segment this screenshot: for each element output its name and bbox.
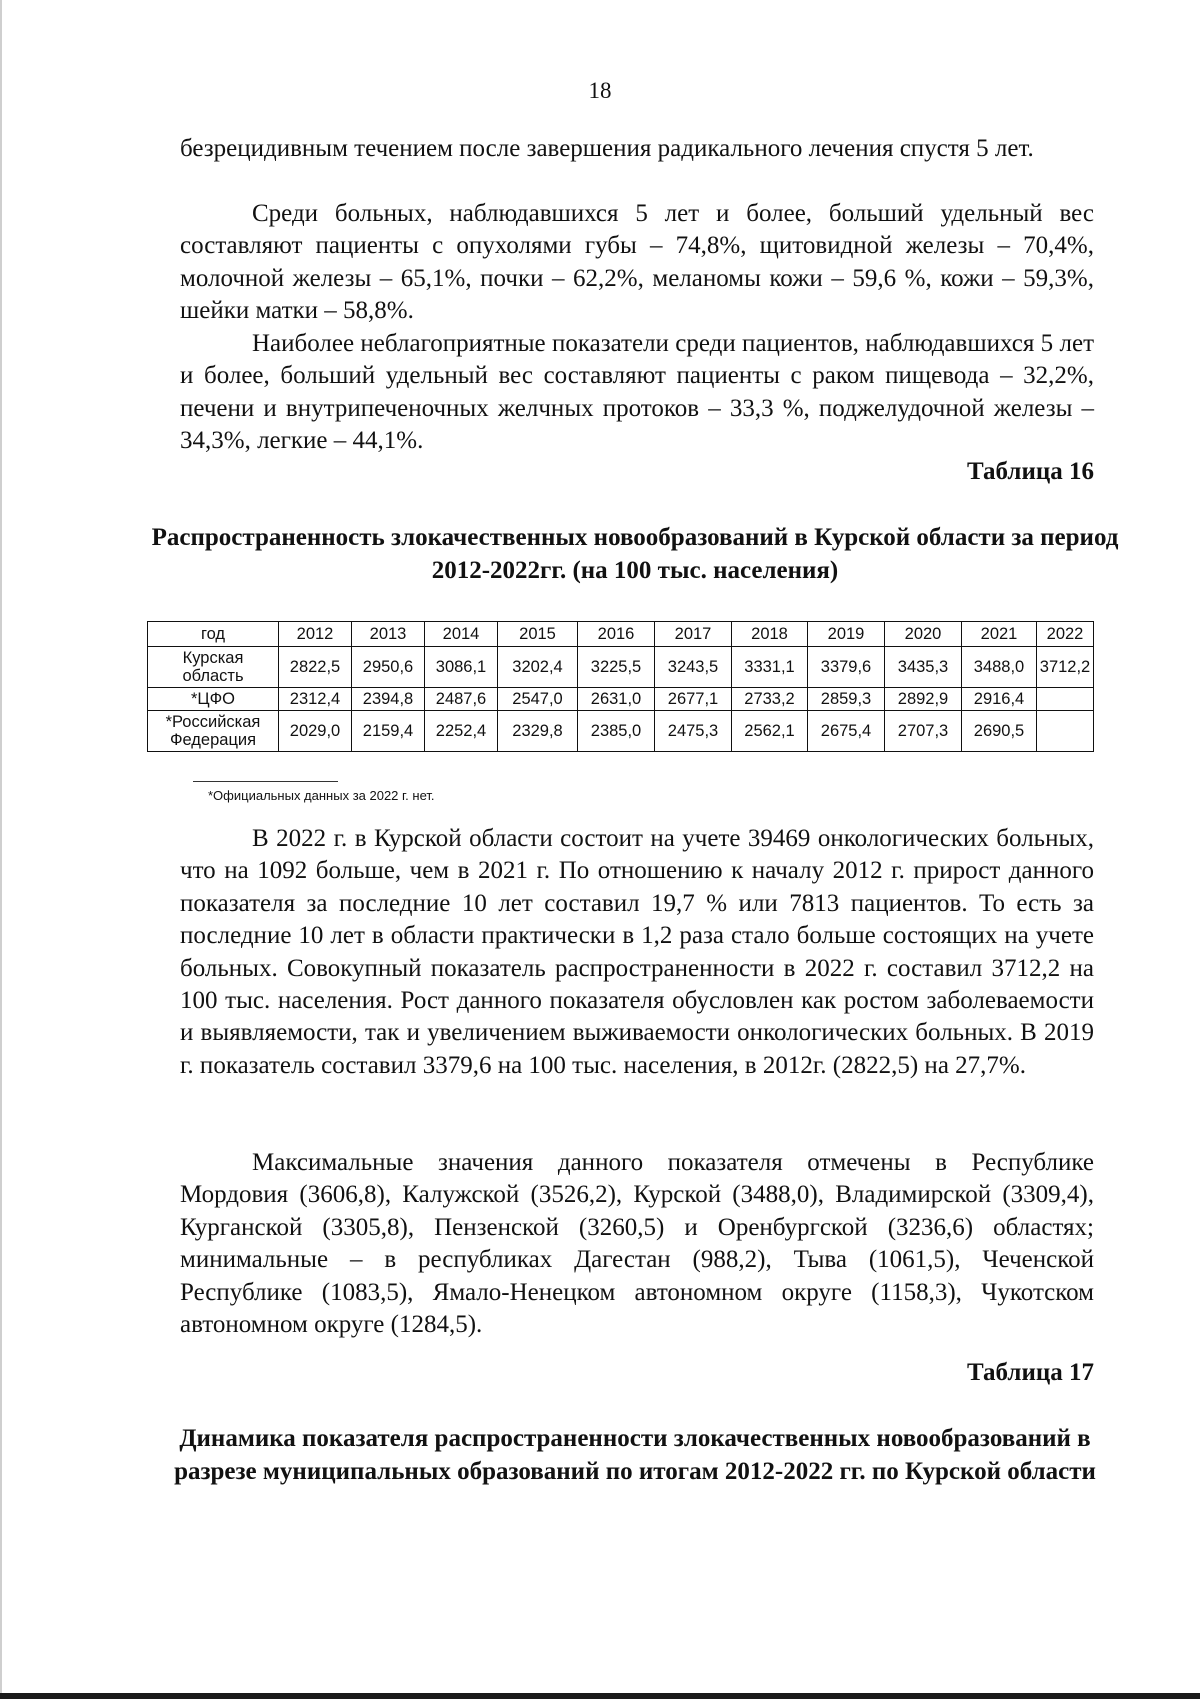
table-cell-empty — [1037, 711, 1094, 752]
header-cell-year: 2022 — [1037, 622, 1094, 647]
table-cell: 2562,1 — [732, 711, 808, 752]
header-cell-year: 2021 — [962, 622, 1037, 647]
table-cell: 2733,2 — [732, 688, 808, 711]
header-cell-year: 2012 — [279, 622, 352, 647]
table-cell: 2675,4 — [808, 711, 885, 752]
paragraph-regional-extremes: Максимальные значения данного показателя отмечены в Республике Мордовия (3606,8), Калужской (3526,2), Курской (3488,0), Владимирской (3309,4), Курганской (3305,8), Пензенской (3260,5) и Оренбургской (3236,6) областях; минимальные – в республиках Дагестан (988,2), Тыва (1061,5), Чеченской Республике (1083,5), Ямало-Ненецком автономном округе (1158,3), Чукотском автономном округе (1284,5). — [180, 1149, 1094, 1339]
table-16-title: Распространенность злокачественных новообразований в Курской области за период 2012-2022гг. (на 100 тыс. населения) — [151, 524, 1119, 584]
table-cell: 3712,2 — [1037, 647, 1094, 688]
table-row-russia — [148, 711, 1094, 752]
table-cell: 2487,6 — [425, 688, 498, 711]
header-cell-year: 2013 — [352, 622, 425, 647]
table-cell: 3488,0 — [962, 647, 1037, 688]
table-cell: 2916,4 — [962, 688, 1037, 711]
table-cell: 2475,3 — [655, 711, 732, 752]
table-cell: 3243,5 — [655, 647, 732, 688]
table-cell: 2631,0 — [578, 688, 655, 711]
table-cell: 2252,4 — [425, 711, 498, 752]
table-cell: 2690,5 — [962, 711, 1037, 752]
table-cell: 2822,5 — [279, 647, 352, 688]
table-cell-empty — [1037, 688, 1094, 711]
footnote-separator — [193, 781, 338, 782]
table-cell: 2329,8 — [498, 711, 578, 752]
table-header-row — [148, 622, 1094, 647]
table-16-label: Таблица 16 — [966, 458, 1094, 485]
table-cell: 3435,3 — [885, 647, 962, 688]
header-cell-year: 2018 — [732, 622, 808, 647]
header-cell-year: 2017 — [655, 622, 732, 647]
table-cell: 3331,1 — [732, 647, 808, 688]
table-cell: 2950,6 — [352, 647, 425, 688]
header-cell-year-label: год — [148, 622, 279, 647]
table-cell: 2892,9 — [885, 688, 962, 711]
header-cell-year: 2016 — [578, 622, 655, 647]
header-cell-year: 2019 — [808, 622, 885, 647]
table-cell: 2394,8 — [352, 688, 425, 711]
row-label: Курская область — [148, 647, 279, 688]
header-cell-year: 2020 — [885, 622, 962, 647]
header-cell-year: 2015 — [498, 622, 578, 647]
row-label: *Российская Федерация — [148, 711, 279, 752]
table-17-title: Динамика показателя распространенности злокачественных новообразований в разрезе муниципальных образований по итогам 2012-2022 гг. по Курской области — [174, 1425, 1096, 1485]
table-footnote: *Официальных данных за 2022 г. нет. — [208, 788, 435, 803]
page-number: 18 — [588, 78, 612, 103]
table-cell: 2859,3 — [808, 688, 885, 711]
table-cell: 2312,4 — [279, 688, 352, 711]
table-17-label: Таблица 17 — [966, 1359, 1094, 1386]
table-cell: 2385,0 — [578, 711, 655, 752]
table-cell: 3202,4 — [498, 647, 578, 688]
table-cell: 3086,1 — [425, 647, 498, 688]
paragraph-prevalence-2022: В 2022 г. в Курской области состоит на учете 39469 онкологических больных, что на 1092 больше, чем в 2021 г. По отношению к началу 2012 г. прирост данного показателя за последние 10 лет составил 19,7 % или 7813 пациентов. То есть за последние 10 лет в области практически в 1,2 раза стало больше состоящих на учете больных. Совокупный показатель распространенности в 2022 г. составил 3712,2 на 100 тыс. населения. Рост данного показателя обусловлен как ростом заболеваемости и выявляемости, так и увеличением выживаемости онкологических больных. В 2019 г. показатель составил 3379,6 на 100 тыс. населения, в 2012г. (2822,5) на 27,7%. — [180, 825, 1094, 1079]
paragraph-worst-survival: Наиболее неблагоприятные показатели среди пациентов, наблюдавшихся 5 лет и более, больший удельный вес составляют пациенты с раком пищевода – 32,2%, печени и внутрипеченочных желчных протоков – 33,3 %, поджелудочной железы – 34,3%, легкие – 44,1%. — [180, 330, 1094, 455]
paragraph-best-survival: Среди больных, наблюдавшихся 5 лет и более, больший удельный вес составляют пациенты с опухолями губы – 74,8%, щитовидной железы – 70,4%, молочной железы – 65,1%, почки – 62,2%, меланомы кожи – 59,6 %, кожи – 59,3%, шейки матки – 58,8%. — [180, 200, 1094, 325]
table-cell: 2547,0 — [498, 688, 578, 711]
scan-bottom-edge — [0, 1693, 1200, 1699]
table-cell: 2707,3 — [885, 711, 962, 752]
paragraph-continuation: безрецидивным течением после завершения радикального лечения спустя 5 лет. — [180, 135, 1034, 162]
table-cell: 2677,1 — [655, 688, 732, 711]
table-cell: 3379,6 — [808, 647, 885, 688]
table-cell: 2159,4 — [352, 711, 425, 752]
prevalence-table — [147, 621, 1094, 752]
table-row-cfo — [148, 688, 1094, 711]
row-label: *ЦФО — [148, 688, 279, 711]
table-row-kursk — [148, 647, 1094, 688]
table-cell: 3225,5 — [578, 647, 655, 688]
header-cell-year: 2014 — [425, 622, 498, 647]
table-cell: 2029,0 — [279, 711, 352, 752]
scan-left-edge — [0, 0, 2, 1699]
